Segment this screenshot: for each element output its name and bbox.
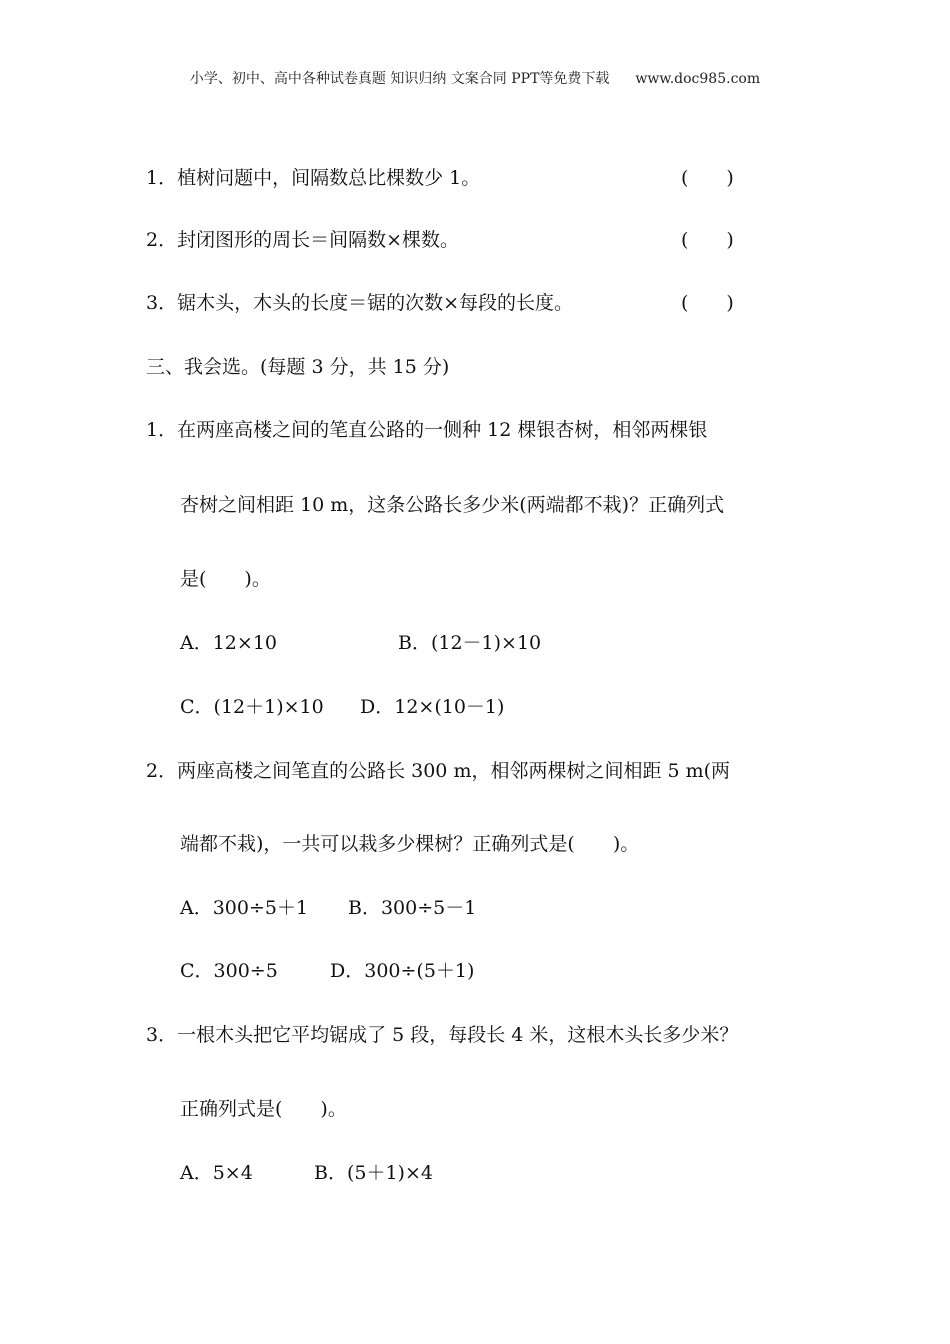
question-number: 3． [146, 1024, 178, 1046]
question-number: 2． [146, 760, 178, 782]
judge-answer-blank-2: ( ) [681, 229, 734, 251]
question-3-line-1 [146, 1023, 738, 1047]
question-text: 在两座高楼之间的笔直公路的一侧种 12 棵银杏树，相邻两棵银 [177, 419, 708, 441]
judge-item-text: 锯木头，木头的长度＝锯的次数×每段的长度。 [177, 292, 574, 314]
section-3-title: 三、我会选。(每题 3 分，共 15 分) [146, 356, 450, 378]
judge-item-text: 植树问题中，间隔数总比棵数少 1。 [177, 167, 481, 189]
header-text: 小学、初中、高中各种试卷真题 知识归纳 文案合同 PPT等免费下载 [189, 71, 610, 87]
question-3-option-b: B．(5＋1)×4 [314, 1162, 433, 1184]
question-1-option-b: B．(12－1)×10 [398, 632, 542, 654]
judge-item-1 [146, 166, 480, 190]
page-header [0, 68, 950, 88]
judge-item-number: 1． [146, 167, 178, 189]
question-1-option-d: D．12×(10－1) [360, 696, 505, 718]
judge-answer-blank-1: ( ) [681, 167, 734, 189]
judge-item-number: 3． [146, 292, 178, 314]
question-1-option-c: C．(12＋1)×10 [180, 696, 324, 718]
question-1-line-3: 是( )。 [180, 568, 271, 590]
question-2-option-b: B．300÷5－1 [348, 897, 477, 919]
judge-answer-blank-3: ( ) [681, 292, 734, 314]
question-2-option-c: C．300÷5 [180, 960, 278, 982]
question-number: 1． [146, 419, 178, 441]
question-1-option-a: A．12×10 [180, 632, 277, 654]
header-site: www.doc985.com [635, 71, 761, 87]
question-2-option-d: D．300÷(5＋1) [330, 960, 475, 982]
question-3-line-2: 正确列式是( )。 [180, 1098, 347, 1120]
judge-item-3 [146, 291, 573, 315]
question-1-line-2: 杏树之间相距 10 m，这条公路长多少米(两端都不栽)？正确列式 [180, 494, 725, 516]
question-3-option-a: A．5×4 [180, 1162, 253, 1184]
judge-item-text: 封闭图形的周长＝间隔数×棵数。 [177, 229, 460, 251]
question-text: 两座高楼之间笔直的公路长 300 m，相邻两棵树之间相距 5 m(两 [177, 760, 731, 782]
question-1-line-1 [146, 418, 707, 442]
question-2-line-1 [146, 759, 730, 783]
judge-item-number: 2． [146, 229, 178, 251]
question-text: 一根木头把它平均锯成了 5 段，每段长 4 米，这根木头长多少米？ [177, 1024, 739, 1046]
question-2-option-a: A．300÷5＋1 [180, 897, 309, 919]
judge-item-2 [146, 228, 459, 252]
question-2-line-2: 端都不栽)，一共可以栽多少棵树？正确列式是( )。 [180, 833, 640, 855]
